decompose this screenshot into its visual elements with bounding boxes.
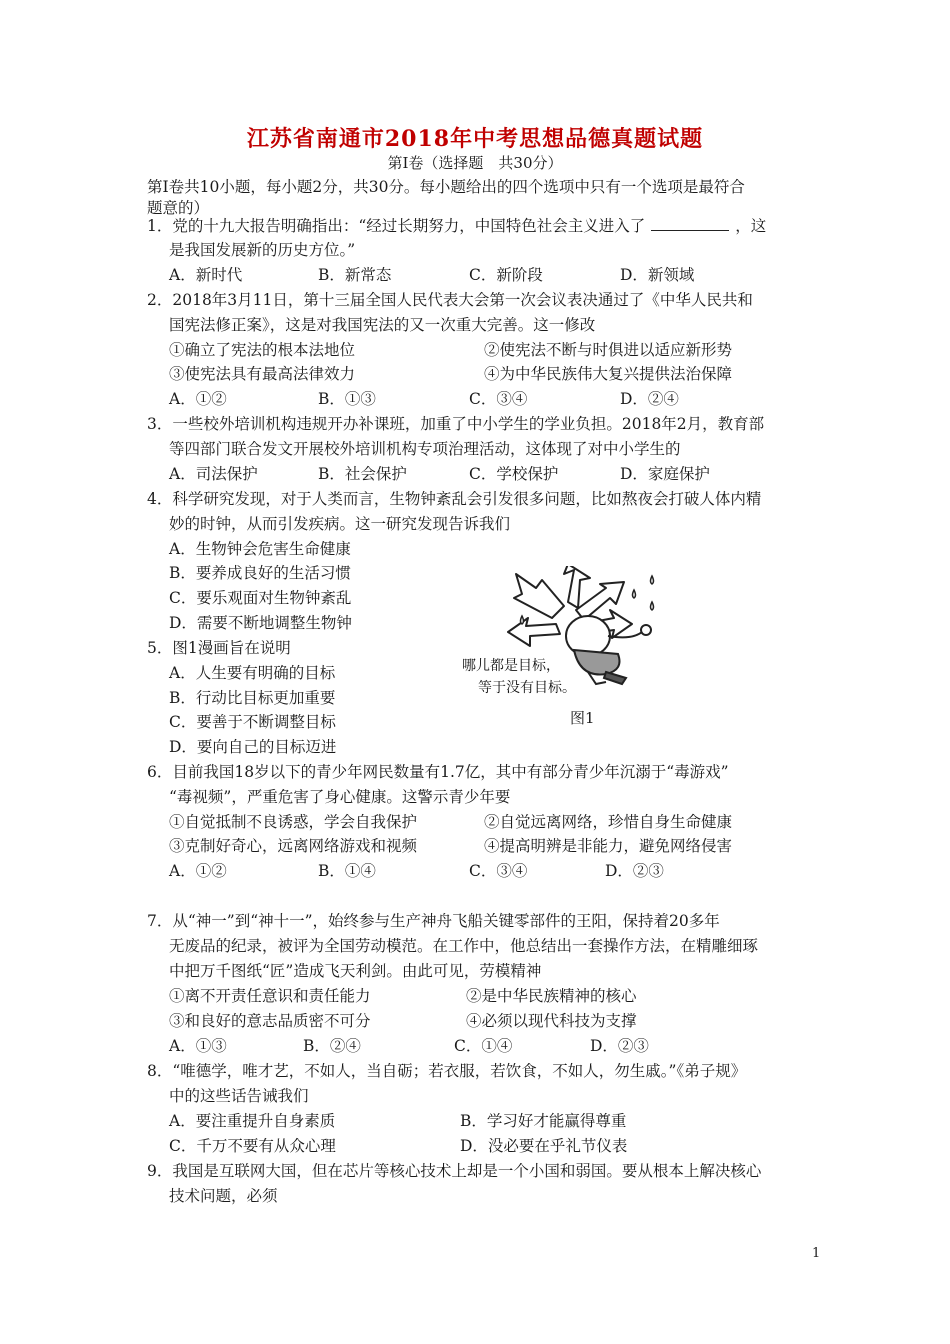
q1-text-tail: ，这	[735, 217, 767, 235]
page-number: 1	[812, 1246, 821, 1261]
q2-line-2: 国宪法修正案》，这是对我国宪法的又一次重大完善。这一修改	[169, 316, 596, 334]
q8-option-d: D．没必要在乎礼节仪表	[460, 1137, 628, 1155]
q4-line-2: 妙的时钟，从而引发疾病。这一研究发现告诉我们	[169, 515, 511, 533]
q8-line-2: 中的这些话告诫我们	[169, 1087, 309, 1105]
cartoon-text-1: 哪儿都是目标，	[462, 658, 560, 674]
cartoon-illustration	[456, 566, 686, 696]
answer-blank	[651, 216, 729, 231]
q6-option-c: C．③④	[469, 862, 528, 880]
q6-statement-2: ②自觉远离网络，珍惜自身生命健康	[484, 813, 733, 831]
cartoon-text-2: 等于没有目标。	[478, 680, 576, 696]
q1-option-d: D．新领域	[620, 266, 695, 284]
q3-option-c: C．学校保护	[469, 465, 559, 483]
q2-statement-1: ①确立了宪法的根本法地位	[169, 341, 356, 359]
q7-statement-4: ④必须以现代科技为支撑	[466, 1012, 637, 1030]
q2-statement-3: ③使宪法具有最高法律效力	[169, 365, 356, 383]
q4-line-1: 4．科学研究发现，对于人类而言，生物钟紊乱会引发很多问题，比如熬夜会打破人体内精	[147, 490, 762, 508]
q8-option-a: A．要注重提升自身素质	[169, 1112, 336, 1130]
q8-option-b: B．学习好才能赢得尊重	[460, 1112, 627, 1130]
q2-line-1: 2．2018年3月11日，第十三届全国人民代表大会第一次会议表决通过了《中华人民共和	[147, 291, 753, 309]
q6-option-a: A．①②	[169, 862, 227, 880]
q7-line-3: 中把万千图纸“匠”造成飞天利剑。由此可见，劳模精神	[169, 962, 542, 980]
q2-statement-2: ②使宪法不断与时俱进以适应新形势	[484, 341, 733, 359]
q5-option-d: D．要向自己的目标迈进	[169, 738, 337, 756]
q3-line-1: 3．一些校外培训机构违规开办补课班，加重了中小学生的学业负担。2018年2月，教育部	[147, 415, 765, 433]
q4-option-d: D．需要不断地调整生物钟	[169, 614, 352, 632]
q2-option-c: C．③④	[469, 390, 528, 408]
cartoon-figure	[456, 566, 686, 696]
q3-option-b: B．社会保护	[318, 465, 407, 483]
q1-option-a: A．新时代	[169, 266, 243, 284]
q2-option-b: B．①③	[318, 390, 376, 408]
page-title: 江苏省南通市2018年中考思想品德真题试题	[246, 126, 704, 152]
figure-caption: 图1	[570, 709, 595, 727]
q5-option-c: C．要善于不断调整目标	[169, 713, 336, 731]
q7-statement-1: ①离不开责任意识和责任能力	[169, 987, 371, 1005]
q7-option-b: B．②④	[303, 1037, 361, 1055]
q9-line-2: 技术问题，必须	[169, 1187, 278, 1205]
q1-line-2: 是我国发展新的历史方位。”	[169, 241, 356, 259]
q2-option-d: D．②④	[620, 390, 679, 408]
q1-option-b: B．新常态	[318, 266, 392, 284]
q5-line-1: 5．图1漫画旨在说明	[147, 639, 291, 657]
q8-line-1: 8．“唯德学，唯才艺，不如人，当自砺；若衣服，若饮食，不如人，勿生戚。”《弟子规》	[147, 1062, 747, 1080]
q3-option-a: A．司法保护	[169, 465, 258, 483]
section-heading: 第Ⅰ卷（选择题 共30分）	[387, 154, 563, 172]
q6-option-b: B．①④	[318, 862, 376, 880]
q6-line-2: “毒视频”，严重危害了身心健康。这警示青少年要	[169, 788, 511, 806]
q2-statement-4: ④为中华民族伟大复兴提供法治保障	[484, 365, 733, 383]
q6-option-d: D．②③	[605, 862, 664, 880]
q3-line-2: 等四部门联合发文开展校外培训机构专项治理活动，这体现了对中小学生的	[169, 440, 681, 458]
q9-line-1: 9．我国是互联网大国，但在芯片等核心技术上却是一个小国和弱国。要从根本上解决核心	[147, 1162, 762, 1180]
q7-option-c: C．①④	[454, 1037, 513, 1055]
q7-statement-2: ②是中华民族精神的核心	[466, 987, 637, 1005]
q5-option-b: B．行动比目标更加重要	[169, 689, 336, 707]
q2-option-a: A．①②	[169, 390, 227, 408]
q3-option-d: D．家庭保护	[620, 465, 710, 483]
q7-option-d: D．②③	[590, 1037, 649, 1055]
q4-option-b: B．要养成良好的生活习惯	[169, 564, 351, 582]
q5-option-a: A．人生要有明确的目标	[169, 664, 336, 682]
q7-option-a: A．①③	[169, 1037, 227, 1055]
q6-statement-3: ③克制好奇心，远离网络游戏和视频	[169, 837, 418, 855]
q1-line-1	[147, 214, 766, 238]
q1-option-c: C．新阶段	[469, 266, 543, 284]
intro-line-1: 第Ⅰ卷共10小题，每小题2分，共30分。每小题给出的四个选项中只有一个选项是最符合	[147, 178, 745, 196]
q7-line-2: 无废品的纪录，被评为全国劳动模范。在工作中，他总结出一套操作方法，在精雕细琢	[169, 937, 759, 955]
q4-option-c: C．要乐观面对生物钟紊乱	[169, 589, 352, 607]
q6-line-1: 6．目前我国18岁以下的青少年网民数量有1.7亿，其中有部分青少年沉溺于“毒游戏”	[147, 763, 729, 781]
q6-statement-1: ①自觉抵制不良诱惑，学会自我保护	[169, 813, 418, 831]
q7-line-1: 7．从“神一”到“神十一”，始终参与生产神舟飞船关键零部件的王阳，保持着20多年	[147, 912, 720, 930]
q8-option-c: C．千万不要有从众心理	[169, 1137, 336, 1155]
q7-statement-3: ③和良好的意志品质密不可分	[169, 1012, 371, 1030]
q6-statement-4: ④提高明辨是非能力，避免网络侵害	[484, 837, 733, 855]
q4-option-a: A．生物钟会危害生命健康	[169, 540, 351, 558]
intro-line-2: 题意的）	[147, 199, 210, 217]
q1-text: 1．党的十九大报告明确指出：“经过长期努力，中国特色社会主义进入了	[147, 217, 646, 235]
